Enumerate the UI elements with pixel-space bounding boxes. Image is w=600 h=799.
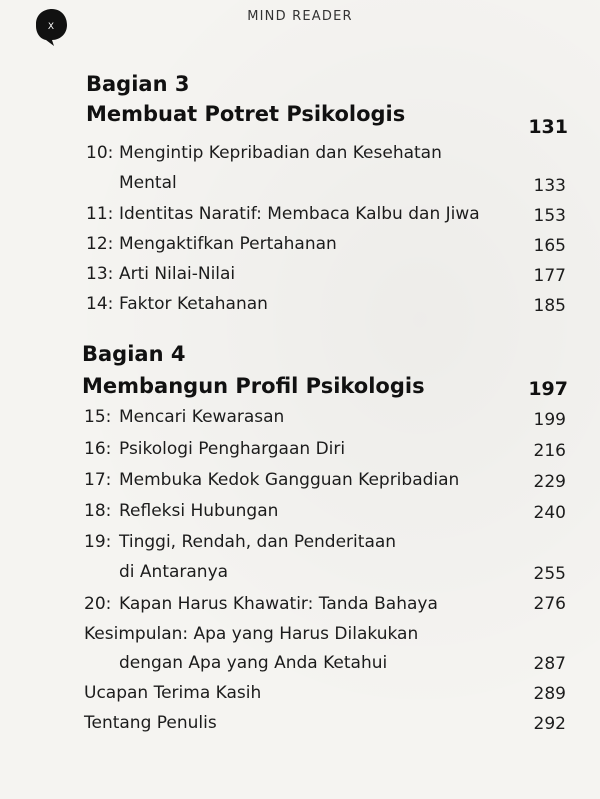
chapter-title: Mengintip Kepribadian dan Kesehatan bbox=[119, 143, 442, 163]
part-3-title: Membuat Potret Psikologis bbox=[86, 102, 406, 126]
chapter-title: Faktor Ketahanan bbox=[119, 294, 268, 314]
part-4-page: 197 bbox=[528, 378, 568, 400]
chapter-number: 16: bbox=[84, 439, 112, 459]
chapter-title-continued: di Antaranya bbox=[119, 562, 229, 582]
chapter-page: 153 bbox=[533, 206, 566, 226]
running-head: MIND READER bbox=[247, 9, 353, 24]
chapter-title: Refleksi Hubungan bbox=[119, 501, 279, 521]
chapter-title: Membuka Kedok Gangguan Kepribadian bbox=[119, 470, 460, 490]
chapter-page: 199 bbox=[533, 410, 566, 430]
back-matter-page: 292 bbox=[533, 714, 566, 734]
chapter-number: 20: bbox=[84, 594, 112, 614]
chapter-title: Psikologi Penghargaan Diri bbox=[119, 439, 346, 459]
chapter-title: Tinggi, Rendah, dan Penderitaan bbox=[119, 532, 397, 552]
chapter-number: 11: bbox=[86, 204, 114, 224]
chapter-number: 14: bbox=[86, 294, 114, 314]
back-matter-title: Ucapan Terima Kasih bbox=[84, 683, 262, 703]
chapter-number: 18: bbox=[84, 501, 112, 521]
chapter-page: 229 bbox=[533, 472, 566, 492]
back-matter-page: 289 bbox=[533, 684, 566, 704]
part-3-label: Bagian 3 bbox=[86, 72, 190, 96]
chapter-page: 216 bbox=[533, 441, 566, 461]
chapter-page: 165 bbox=[533, 236, 566, 256]
part-4-label: Bagian 4 bbox=[82, 342, 186, 366]
chapter-title: Mengaktifkan Pertahanan bbox=[119, 234, 337, 254]
chapter-number: 10: bbox=[86, 143, 114, 163]
chapter-number: 12: bbox=[86, 234, 114, 254]
chapter-title: Kapan Harus Khawatir: Tanda Bahaya bbox=[119, 594, 438, 614]
chapter-number: 17: bbox=[84, 470, 112, 490]
logo-letter: X bbox=[47, 22, 55, 32]
back-matter-title: Kesimpulan: Apa yang Harus Dilakukan bbox=[84, 624, 419, 644]
chapter-page: 133 bbox=[533, 176, 566, 196]
chapter-title: Arti Nilai-Nilai bbox=[119, 264, 236, 284]
chapter-page: 276 bbox=[533, 594, 566, 614]
chapter-page: 240 bbox=[533, 503, 566, 523]
part-3-page: 131 bbox=[528, 116, 568, 138]
chapter-page: 185 bbox=[533, 296, 566, 316]
chapter-number: 19: bbox=[84, 532, 112, 552]
chapter-title-continued: Mental bbox=[119, 173, 177, 193]
back-matter-title-continued: dengan Apa yang Anda Ketahui bbox=[119, 653, 388, 673]
chapter-number: 15: bbox=[84, 407, 112, 427]
part-4-title: Membangun Profil Psikologis bbox=[82, 374, 425, 398]
chapter-title: Identitas Naratif: Membaca Kalbu dan Jiwa bbox=[119, 204, 480, 224]
back-matter-page: 287 bbox=[533, 654, 566, 674]
chapter-number: 13: bbox=[86, 264, 114, 284]
chapter-title: Mencari Kewarasan bbox=[119, 407, 285, 427]
back-matter-title: Tentang Penulis bbox=[84, 713, 217, 733]
chapter-page: 177 bbox=[533, 266, 566, 286]
chapter-page: 255 bbox=[533, 564, 566, 584]
